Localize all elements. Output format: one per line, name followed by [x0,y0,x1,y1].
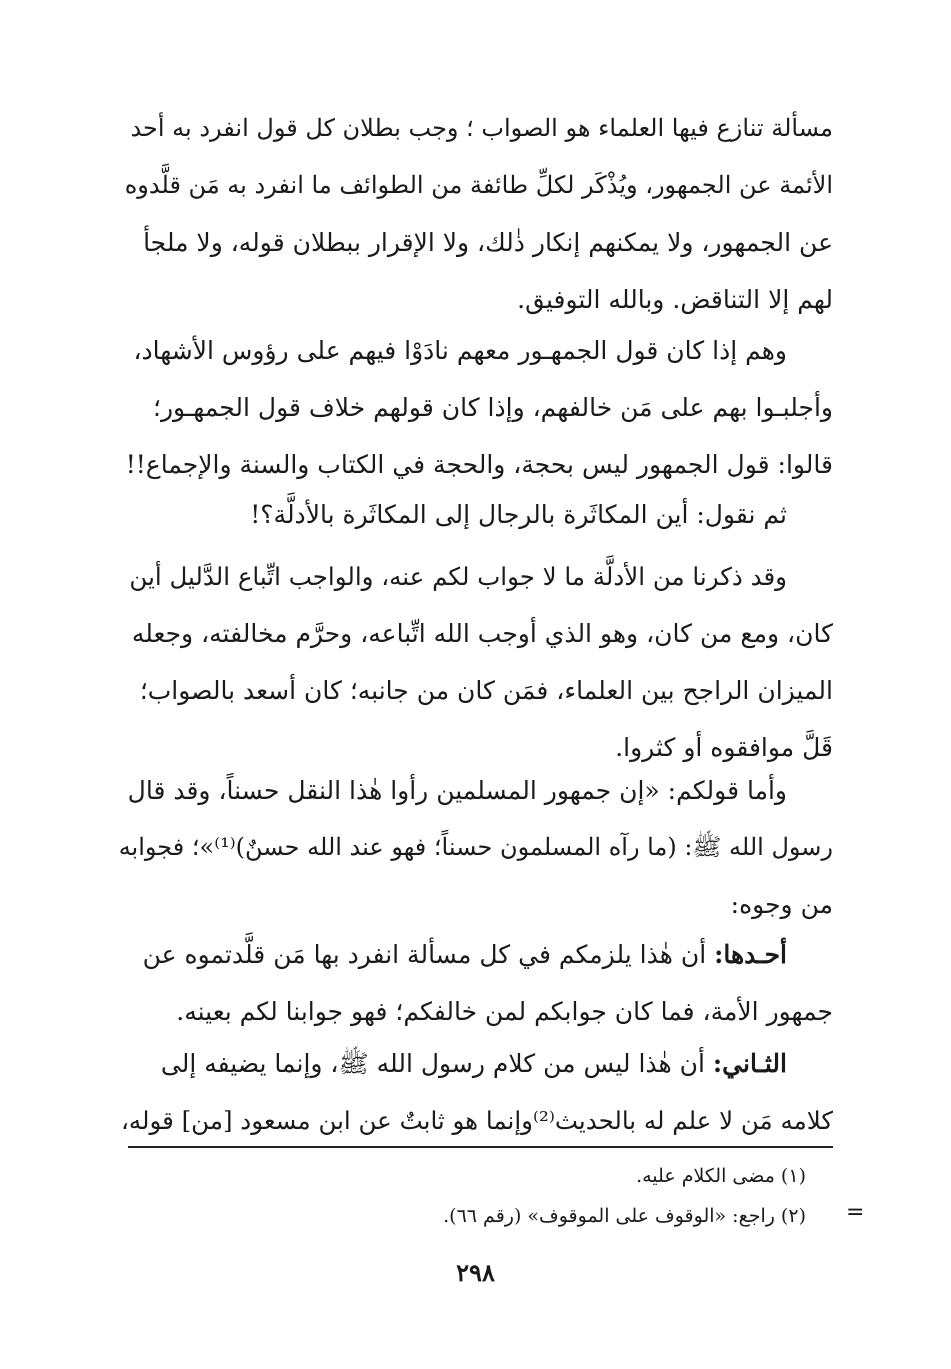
text-line: لهم إلا التناقض. وبالله التوفيق. [517,285,833,314]
text-line: الميزان الراجح بين العلماء، فمَن كان من جانبه؛ كان أسعد بالصواب؛ [139,676,833,705]
paragraph-1 [118,100,833,328]
text-line-rest: أن هٰذا ليس من كلام رسول الله ﷺ، وإنما يضيفه إلى [160,1049,713,1078]
text-line: الأئمة عن الجمهور، ويُذْكَر لكلِّ طائفة من الطوائف ما انفرد به مَن قلَّدوه [124,171,833,199]
text-line: جمهور الأمة، فما كان جوابكم لمن خالفكم؛ فهو جوابنا لكم بعينه. [176,997,833,1026]
text-line [118,1035,833,1092]
footnote-2: (٢) راجع: «الوقوف على الموقوف» (رقم ٦٦). [443,1205,806,1227]
text-line: ثم نقول: أين المكاثَرة بالرجال إلى المكاثَرة بالأدلَّة؟! [250,500,787,529]
text-line: عن الجمهور، ولا يمكنهم إنكار ذٰلك، ولا الإقرار ببطلان قوله، ولا ملجأ [143,228,833,257]
paragraph-2 [118,322,833,493]
text-line: كان، ومع من كان، وهو الذي أوجب الله اتِّباعه، وحرَّم مخالفته، وجعله [131,619,833,648]
footnote-separator [128,1146,833,1148]
text-line: من وجوه: [730,890,833,919]
text-line [118,926,833,983]
paragraph-5 [118,762,833,933]
paragraph-7 [118,1035,833,1149]
paragraph-4 [118,548,833,776]
footnotes [116,1156,806,1236]
text-line: وقد ذكرنا من الأدلَّة ما لا جواب لكم عنه، والواجب اتِّباع الدَّليل أين [129,562,787,591]
text-line: قالوا: قول الجمهور ليس بحجة، والحجة في الكتاب والسنة والإجماع!! [125,450,833,479]
paragraph-3 [118,486,833,543]
continuation-mark: = [846,1200,865,1225]
paragraph-6 [118,926,833,1040]
page-number: ٢٩٨ [456,1258,495,1287]
section-lead-first: أحـدها: [714,940,787,969]
text-line: وأما قولكم: «إن جمهور المسلمين رأوا هٰذا النقل حسناً، وقد قال [127,776,787,805]
section-lead-second: الثـاني: [712,1049,787,1078]
text-line: وأجلبـوا بهم على مَن خالفهم، وإذا كان قولهم خلاف قول الجمهـور؛ [153,393,833,422]
text-line: مسألة تنازع فيها العلماء هو الصواب ؛ وجب بطلان كل قول انفرد به أحد [130,114,833,142]
text-line-rest: أن هٰذا يلزمكم في كل مسألة انفرد بها مَن قلَّدتموه عن [142,940,715,969]
text-line: رسول الله ﷺ: (ما رآه المسلمون حسناً؛ فهو عند الله حسنٌ)⁽¹⁾»؛ فجوابه [118,833,833,861]
footnote-1: (١) مضى الكلام عليه. [636,1165,806,1187]
text-line: كلامه مَن لا علم له بالحديث⁽²⁾وإنما هو ثابتٌ عن ابن مسعود [من] قوله، [120,1106,833,1135]
text-line: وهم إذا كان قول الجمهـور معهم نادَوْا فيهم على رؤوس الأشهاد، [133,336,787,365]
text-line: قَلَّ موافقوه أو كثروا. [615,733,833,762]
